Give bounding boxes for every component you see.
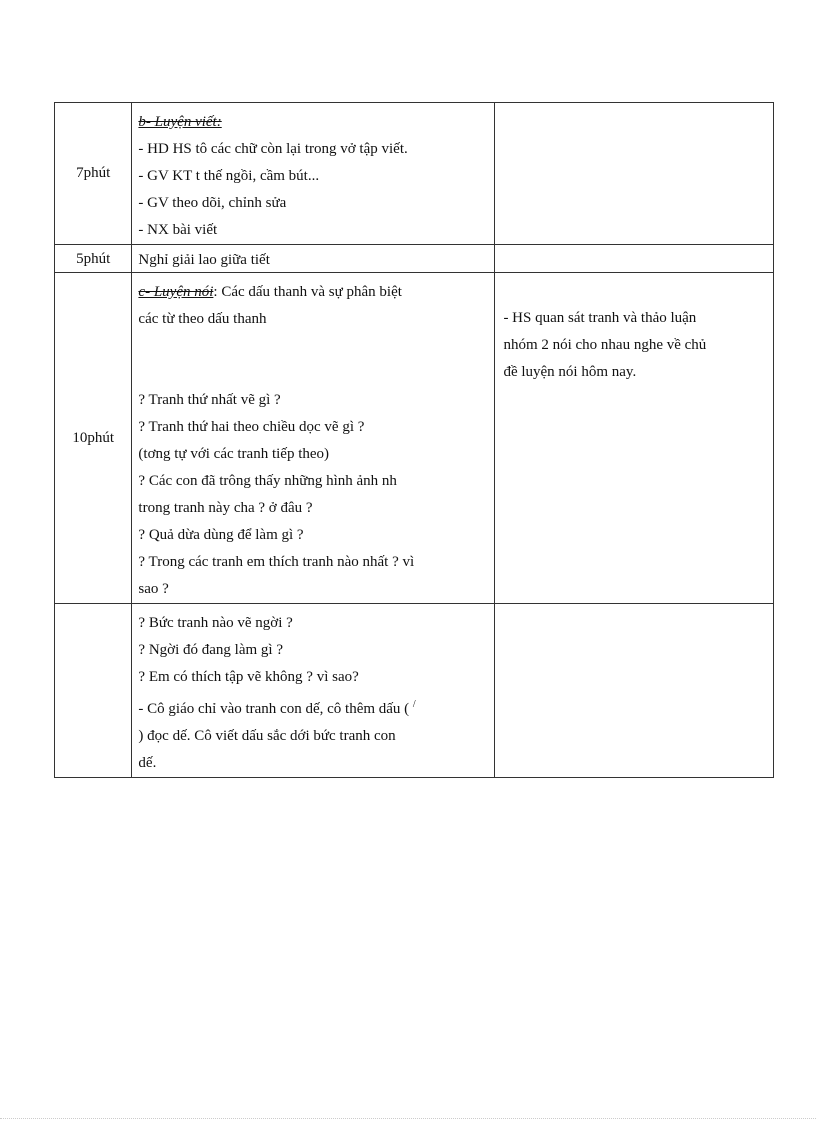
activity-line: ) đọc dế. Cô viết dấu sắc dới bức tranh con [138, 728, 396, 744]
activity-line: sao ? [138, 581, 169, 597]
section-heading-line [138, 279, 488, 306]
teacher-activity-cell [132, 103, 495, 245]
activity-line: - GV theo dõi, chỉnh sửa [138, 195, 287, 211]
table-row-writing [55, 103, 774, 245]
page-edge-divider [0, 1118, 816, 1120]
time-cell [55, 604, 132, 778]
time-cell [55, 273, 132, 604]
section-heading: b- Luyện viết: [138, 114, 222, 130]
activity-line: ? Ngời đó đang làm gì ? [138, 642, 283, 658]
table-row-speaking [55, 273, 774, 604]
time-label: 7phút [76, 165, 111, 181]
activity-line: Nghỉ giải lao giữa tiết [138, 252, 270, 268]
student-activity-cell [495, 273, 774, 604]
teacher-activity-cell [132, 245, 495, 273]
student-activity-cell [495, 604, 774, 778]
student-line: nhóm 2 nói cho nhau nghe về chủ [503, 337, 707, 353]
activity-line-with-mark [138, 691, 488, 723]
student-activity-cell [495, 103, 774, 245]
activity-line: (tơng tự với các tranh tiếp theo) [138, 446, 330, 462]
table-row-drawing [55, 604, 774, 778]
lesson-plan-table [54, 102, 774, 778]
student-line: - HS quan sát tranh và thảo luận [503, 310, 697, 326]
blank-space [138, 333, 488, 387]
activity-line: ? Bức tranh nào vẽ ngời ? [138, 615, 293, 631]
activity-line: ? Tranh thứ hai theo chiều dọc vẽ gì ? [138, 419, 365, 435]
teacher-activity-cell [132, 604, 495, 778]
activity-line: trong tranh này cha ? ở đâu ? [138, 500, 313, 516]
student-line: đề luyện nói hôm nay. [503, 364, 637, 380]
acute-accent-mark: / [412, 699, 416, 710]
activity-line: - GV KT t thế ngồi, cầm bút... [138, 168, 320, 184]
activity-line: ? Quả dừa dùng để làm gì ? [138, 527, 304, 543]
student-activity-cell [495, 245, 774, 273]
section-heading-rest: : Các dấu thanh và sự phân biệt [213, 284, 402, 300]
activity-line: ? Trong các tranh em thích tranh nào nhất ? vì [138, 554, 415, 570]
teacher-activity-cell [132, 273, 495, 604]
section-heading: c- Luyện nói [138, 284, 214, 300]
activity-line: - NX bài viết [138, 222, 218, 238]
activity-text: - Cô giáo chỉ vào tranh con dế, cô thêm dấu ( [138, 701, 410, 717]
activity-line: các từ theo dấu thanh [138, 311, 267, 327]
time-cell [55, 103, 132, 245]
activity-line: ? Tranh thứ nhất vẽ gì ? [138, 392, 281, 408]
time-label: 5phút [76, 250, 111, 267]
activity-line: ? Em có thích tập vẽ không ? vì sao? [138, 669, 359, 685]
activity-line: ? Các con đã trông thấy những hình ảnh nh [138, 473, 397, 489]
time-cell [55, 245, 132, 273]
time-label: 10phút [72, 429, 115, 446]
activity-line: - HD HS tô các chữ còn lại trong vở tập viết. [138, 141, 408, 157]
table-row-break [55, 245, 774, 273]
activity-line: dế. [138, 755, 157, 771]
